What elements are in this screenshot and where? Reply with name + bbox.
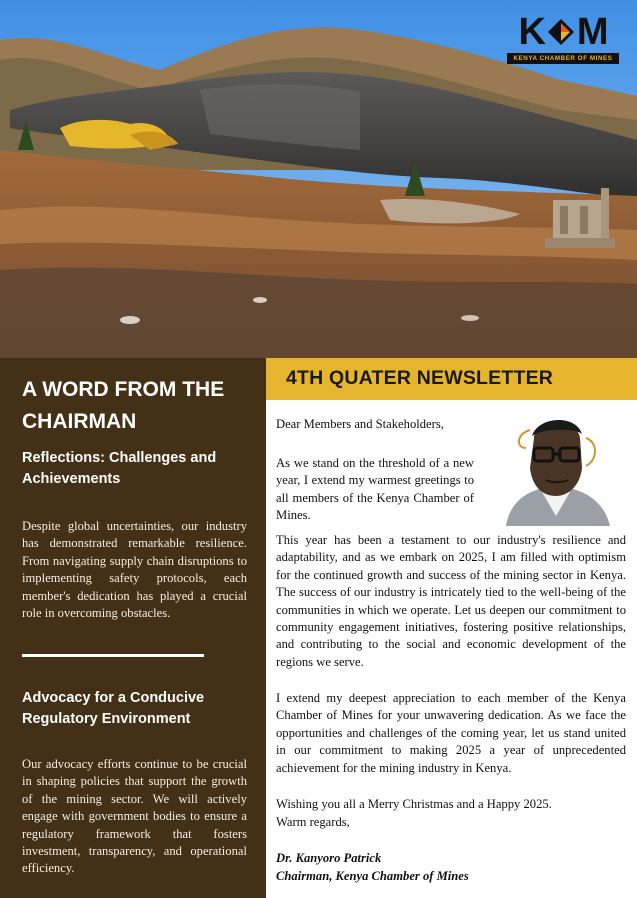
- chairman-letter: [266, 400, 637, 898]
- reflections-title: Reflections: Challenges and Achievements: [22, 450, 217, 487]
- logo-letter-m: M: [576, 11, 608, 53]
- reflections-text: Despite global uncertainties, our industry has demonstrated remarkable resilience. From navigating supply chain disruptions to implementing safety protocols, each member's dedication has played a crucial role in overcoming obstacles.: [22, 519, 247, 621]
- letter-closing-regards: Warm regards,: [276, 815, 350, 829]
- advocacy-text: Our advocacy efforts continue to be crucial in shaping policies that support the growth of the mining sector. We will actively engage with government bodies to ensure a regulatory framework that fosters investment, transparency, and operational efficiency.: [22, 757, 247, 876]
- letter-paragraph-3: I extend my deepest appreciation to each member of the Kenya Chamber of Mines for your unwavering dedication. As we face the opportunities and challenges of the coming year, let us stand united in our commitment to making 2025 a year of unprecedented achievement for the mining industry in Kenya.: [276, 691, 626, 775]
- letter-greeting: Dear Members and Stakeholders,: [276, 417, 444, 431]
- newsletter-title: 4TH QUATER NEWSLETTER: [286, 367, 554, 389]
- chairman-sidebar: [0, 358, 266, 898]
- letter-paragraph-1: As we stand on the threshold of a new year, I extend my warmest greetings to all members of the Kenya Chamber of Mines.: [276, 456, 474, 523]
- logo-subtitle: KENYA CHAMBER OF MINES: [507, 53, 619, 64]
- logo-gem-icon: [546, 17, 576, 47]
- logo-letter-k: K: [518, 11, 545, 53]
- sidebar-heading: A WORD FROM THE CHAIRMAN: [22, 378, 225, 433]
- logo-mark: [507, 12, 619, 52]
- signature-name: Dr. Kanyoro Patrick: [276, 851, 382, 865]
- letter-closing-wishes: Wishing you all a Merry Christmas and a Happy 2025.: [276, 797, 552, 811]
- kcm-logo: [507, 12, 619, 64]
- newsletter-banner: [266, 358, 637, 400]
- advocacy-title: Advocacy for a Conducive Regulatory Environment: [22, 690, 205, 727]
- signature-title: Chairman, Kenya Chamber of Mines: [276, 869, 469, 883]
- hero-mining-landscape-photo: [0, 0, 637, 358]
- chairman-portrait-illustration: [486, 408, 626, 526]
- letter-paragraph-2: This year has been a testament to our industry's resilience and adaptability, and as we embark on 2025, I am filled with optimism for the continued growth and success of the mining sector in Kenya. The success of our industry is intricately tied to the well-being of the communities in which we operate. Let us deepen our commitment to community engagement initiatives, fostering positive relationships, and contributing to the social and economic development of the regions we serve.: [276, 533, 626, 669]
- section-divider: [22, 654, 204, 657]
